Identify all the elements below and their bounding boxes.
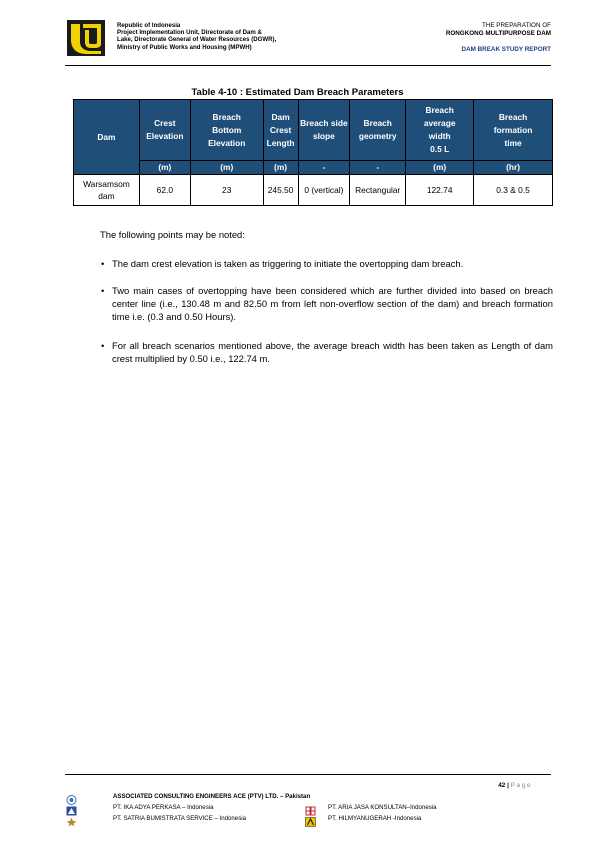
table-row [74, 175, 553, 206]
header-project-name: RONGKONG MULTIPURPOSE DAM [445, 30, 551, 37]
column-header-breach-bottom-elevation: Breach Bottom Elevation [190, 100, 263, 161]
unit-cell: (m) [139, 161, 190, 175]
table-caption: Table 4-10 : Estimated Dam Breach Parameters [191, 87, 404, 98]
column-header-dam: Dam [74, 100, 140, 175]
ministry-logo [67, 20, 105, 56]
ace-logo-icon [66, 792, 77, 802]
unit-cell: (m) [263, 161, 298, 175]
unit-cell: (m) [190, 161, 263, 175]
bullet-text: The dam crest elevation is taken as triggering to initiate the overtopping dam breach. [112, 258, 464, 269]
table-cell: 245.50 [263, 175, 298, 206]
header-preparation-text: THE PREPARATION OF [481, 22, 551, 29]
header-issuer-line: Republic of Indonesia [117, 22, 181, 29]
bullet-dot-icon: • [101, 258, 105, 269]
page-word: Page [510, 782, 532, 789]
header-divider [65, 65, 551, 66]
header-issuer-line: Lake, Directorate General of Water Resources (DGWR), [117, 36, 277, 44]
bullet-text: Two main cases of overtopping have been considered which are further divided into based on breach center line (i.e., 130.48 m and 82.50 m from left non-overflow section of the dam) and breach formation time i.e. (0.3 and 0.50 Hours). [112, 285, 553, 322]
unit-cell: (m) [406, 161, 474, 175]
column-header-breach-geometry: Breach geometry [350, 100, 406, 161]
table-cell: 0 (vertical) [298, 175, 350, 206]
page-number-separator: | [505, 782, 511, 789]
column-header-breach-side-slope: Breach side slope [298, 100, 350, 161]
hilmyanugerah-logo-icon [305, 814, 316, 824]
header-report-name: DAM BREAK STUDY REPORT [461, 46, 551, 53]
bullet-item [101, 257, 553, 270]
table-cell: 23 [190, 175, 263, 206]
column-header-breach-average-width: Breach average width 0.5 L [406, 100, 474, 161]
bullet-dot-icon: • [101, 340, 105, 351]
bullet-item [101, 339, 553, 365]
footer-partner: PT. HILMYANUGERAH -Indonesia [328, 815, 422, 822]
header-report-title [446, 22, 551, 54]
table-cell-dam: Warsamsom dam [74, 175, 140, 206]
table-cell: 122.74 [406, 175, 474, 206]
footer-partner: PT. SATRIA BUMISTRATA SERVICE – Indonesia [113, 815, 246, 822]
bullet-dot-icon: • [101, 285, 105, 296]
table-cell: Rectangular [350, 175, 406, 206]
unit-cell: - [298, 161, 350, 175]
aria-jasa-logo-icon [305, 803, 316, 813]
column-header-dam-crest-length: Dam Crest Length [263, 100, 298, 161]
table-cell: 62.0 [139, 175, 190, 206]
header-issuer [117, 22, 305, 51]
bullet-text: For all breach scenarios mentioned above, the average breach width has been taken as Length of dam crest multiplied by 0.50 i.e., 122.74 m. [112, 340, 553, 364]
header-issuer-line: Project Implementation Unit, Directorate of Dam & [117, 29, 262, 37]
table-cell: 0.3 & 0.5 [474, 175, 553, 206]
intro-paragraph: The following points may be noted: [100, 229, 245, 240]
column-header-crest-elevation: Crest Elevation [139, 100, 190, 161]
header-issuer-line: Ministry of Public Works and Housing (MPWH) [117, 43, 252, 51]
footer-partner: PT. ARIA JASA KONSULTAN–Indonesia [328, 804, 437, 811]
footer-lead-consultant: ASSOCIATED CONSULTING ENGINEERS ACE (PTV) LTD. – Pakistan [113, 793, 311, 800]
breach-parameters-table [73, 99, 553, 206]
table-header-row [74, 100, 553, 161]
footer-divider [65, 774, 551, 775]
unit-cell: - [350, 161, 406, 175]
ika-adya-logo-icon [66, 803, 77, 813]
page-number-value: 42 [498, 782, 506, 789]
column-header-breach-formation-time: Breach formation time [474, 100, 553, 161]
unit-cell: (hr) [474, 161, 553, 175]
satria-logo-icon [66, 814, 77, 824]
footer-partner: PT. IKA ADYA PERKASA – Indonesia [113, 804, 214, 811]
bullet-item [101, 284, 553, 323]
table-units-row [74, 161, 553, 175]
page-number [498, 782, 532, 789]
